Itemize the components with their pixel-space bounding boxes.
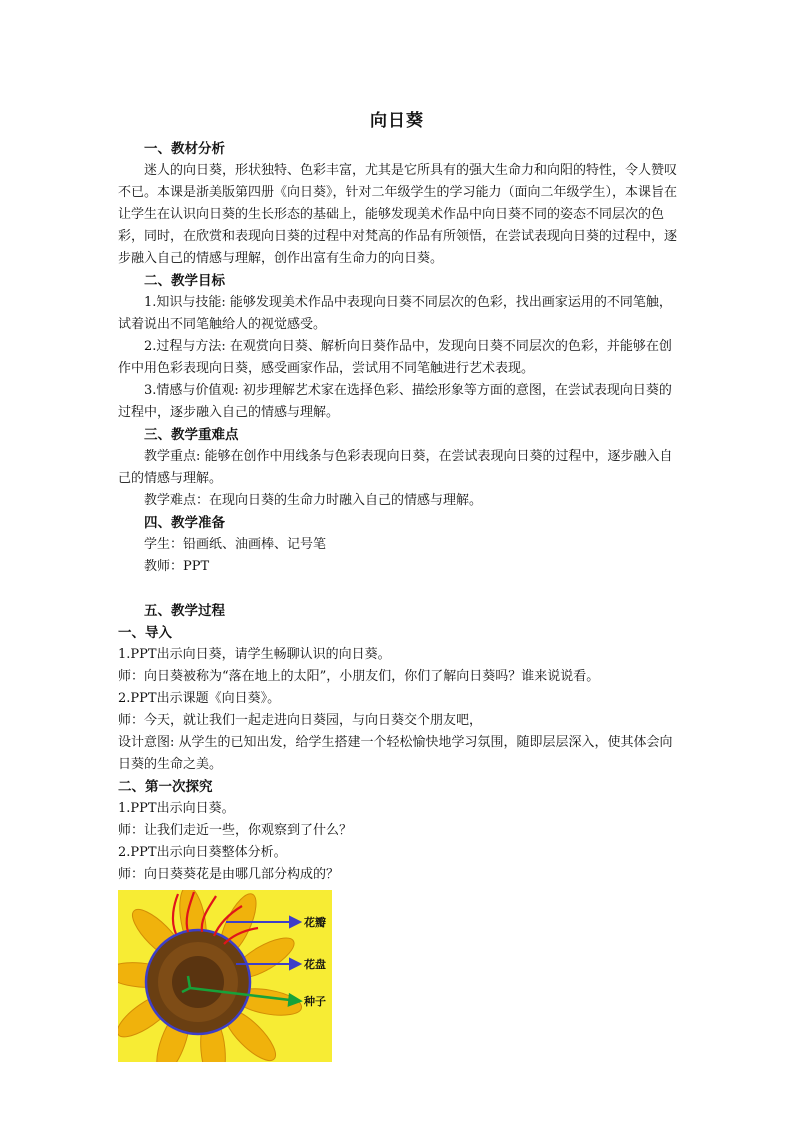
document-body	[118, 138, 678, 1062]
key-point-text: 教学重点: 能够在创作中用线条与色彩表现向日葵，在尝试表现向日葵的过程中，逐步融入自己的情感与理解。	[118, 449, 673, 486]
explore-line-1: 1.PPT出示向日葵。	[118, 801, 235, 816]
intro-line-1: 1.PPT出示向日葵，请学生畅聊认识的向日葵。	[118, 647, 391, 662]
prep-student: 学生：铅画纸、油画棒、记号笔	[144, 537, 327, 552]
paragraph-material-analysis: 迷人的向日葵，形状独特、色彩丰富，尤其是它所具有的强大生命力和向阳的特性，令人赞叹不已。本课是浙美版第四册《向日葵》，针对二年级学生的学习能力（面向二年级学生），本课旨在让学生在认识向日葵的生长形态的基础上，能够发现美术作品中向日葵不同的姿态不同层次的色彩，同时，在欣赏和表现向日葵的过程中对梵高的作品有所领悟，在尝试表现向日葵的过程中，逐步融入自己的情感与理解，创作出富有生命力的向日葵。	[118, 163, 678, 266]
explore-line-4: 师：向日葵葵花是由哪几部分构成的？	[118, 867, 340, 882]
page-title: 向日葵	[370, 111, 424, 131]
intro-line-5: 设计意图: 从学生的已知出发，给学生搭建一个轻松愉快地学习氛围，随即层层深入，使其体会向日葵的生命之美。	[118, 735, 673, 772]
goal-item-3: 3.情感与价值观: 初步理解艺术家在选择色彩、描绘形象等方面的意图，在尝试表现向日葵的过程中，逐步融入自己的情感与理解。	[118, 383, 672, 420]
difficult-point-text: 教学难点：在现向日葵的生命力时融入自己的情感与理解。	[144, 493, 483, 508]
intro-line-4: 师：今天，就让我们一起走进向日葵园，与向日葵交个朋友吧，	[118, 713, 483, 728]
heading-introduction: 一、导入	[118, 625, 172, 641]
goal-item-2: 2.过程与方法: 在观赏向日葵、解析向日葵作品中，发现向日葵不同层次的色彩，并能够在创作中用色彩表现向日葵，感受画家作品，尝试用不同笔触进行艺术表现。	[118, 339, 672, 376]
heading-teaching-process: 五、教学过程	[144, 603, 225, 619]
heading-preparation: 四、教学准备	[144, 515, 225, 531]
intro-line-3: 2.PPT出示课题《向日葵》。	[118, 691, 281, 706]
label-disk: 花盘	[304, 958, 326, 971]
heading-material-analysis: 一、教材分析	[144, 141, 225, 157]
heading-teaching-goals: 二、教学目标	[144, 273, 225, 289]
goal-item-1: 1.知识与技能: 能够发现美术作品中表现向日葵不同层次的色彩，找出画家运用的不同笔触，试着说出不同笔触给人的视觉感受。	[118, 295, 672, 332]
explore-line-2: 师：让我们走近一些，你观察到了什么？	[118, 823, 353, 838]
label-seed: 种子	[304, 995, 326, 1008]
sunflower-diagram	[118, 890, 332, 1062]
heading-key-points: 三、教学重难点	[144, 427, 239, 443]
intro-line-2: 师：向日葵被称为“落在地上的太阳”，小朋友们，你们了解向日葵吗？谁来说说看。	[118, 669, 600, 684]
label-petal: 花瓣	[304, 916, 326, 929]
sunflower-illustration	[118, 890, 332, 1062]
explore-line-3: 2.PPT出示向日葵整体分析。	[118, 845, 287, 860]
prep-teacher: 教师：PPT	[144, 559, 210, 574]
heading-first-exploration: 二、第一次探究	[118, 779, 213, 795]
